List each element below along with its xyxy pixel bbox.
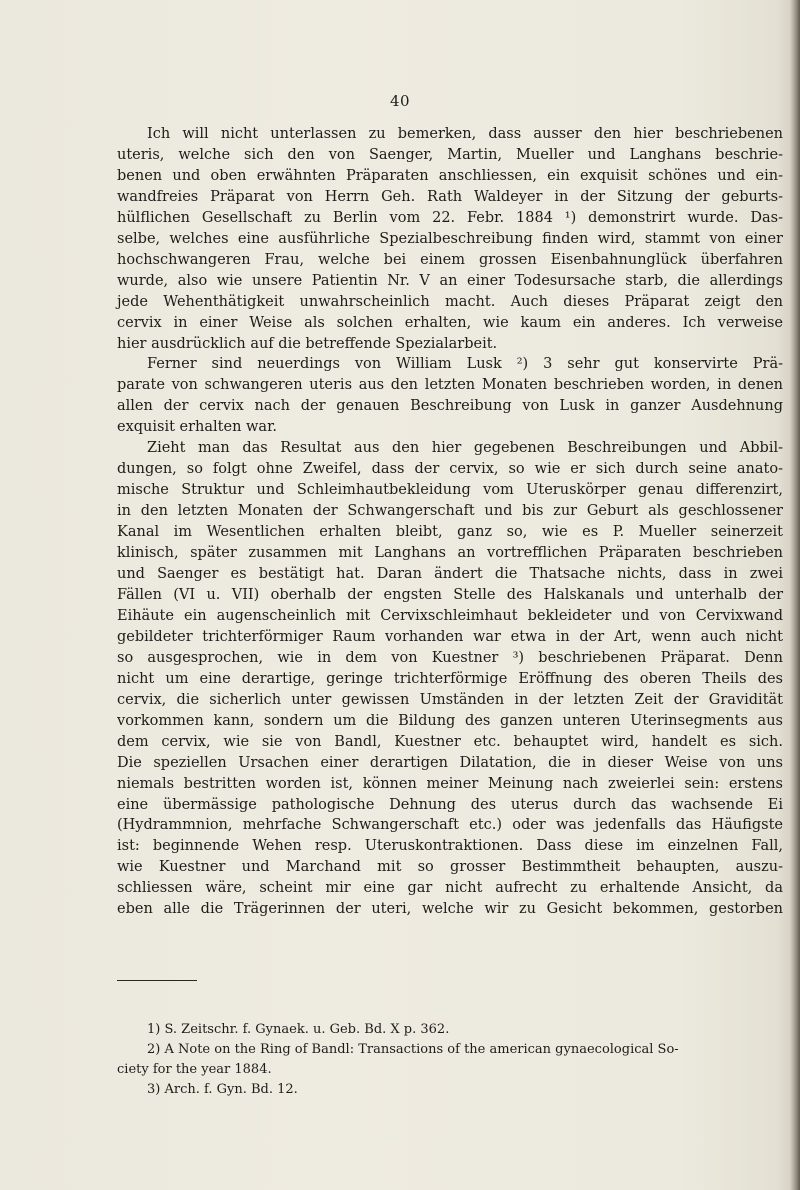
body-text bbox=[117, 124, 783, 920]
footnote-divider bbox=[117, 980, 197, 981]
text-line: ist: beginnende Wehen resp. Uteruskontraktionen. Dass diese im einzelnen Fall, bbox=[117, 838, 783, 855]
page-number: 40 bbox=[389, 92, 411, 110]
text-line: Ferner sind neuerdings von William Lusk ²) 3 sehr gut konservirte Prä- bbox=[147, 356, 783, 373]
text-line: eine übermässige pathologische Dehnung des uterus durch das wachsende Ei bbox=[117, 796, 783, 813]
text-line: niemals bestritten worden ist, können meiner Meinung nach zweierlei sein: erstens bbox=[117, 775, 783, 792]
page-edge-shadow bbox=[790, 0, 800, 1190]
text-line: allen der cervix nach der genauen Beschreibung von Lusk in ganzer Ausdehnung bbox=[117, 398, 783, 415]
text-line: dem cervix, wie sie von Bandl, Kuestner etc. behauptet wird, handelt es sich. bbox=[117, 733, 783, 750]
text-line: eben alle die Trägerinnen der uteri, welche wir zu Gesicht bekommen, gestorben bbox=[117, 901, 783, 918]
text-line: schliessen wäre, scheint mir eine gar nicht aufrecht zu erhaltende Ansicht, da bbox=[117, 880, 783, 897]
text-line: uteris, welche sich den von Saenger, Martin, Mueller und Langhans beschrie- bbox=[117, 146, 783, 163]
text-line: Die speziellen Ursachen einer derartigen Dilatation, die in dieser Weise von uns bbox=[117, 754, 783, 771]
text-line: hochschwangeren Frau, welche bei einem grossen Eisenbahnunglück überfahren bbox=[117, 251, 783, 268]
text-line: und Saenger es bestätigt hat. Daran ändert die Thatsache nichts, dass in zwei bbox=[117, 566, 783, 583]
text-line: vorkommen kann, sondern um die Bildung des ganzen unteren Uterinsegments aus bbox=[117, 712, 783, 729]
text-line: hier ausdrücklich auf die betreffende Spezialarbeit. bbox=[117, 335, 498, 352]
text-line: Eihäute ein augenscheinlich mit Cervixschleimhaut bekleideter und von Cervixwand bbox=[117, 607, 783, 624]
text-line: Fällen (VI u. VII) oberhalb der engsten Stelle des Halskanals und unterhalb der bbox=[117, 586, 783, 603]
text-line: cervix in einer Weise als solchen erhalten, wie kaum ein anderes. Ich verweise bbox=[117, 314, 783, 331]
text-line: Ich will nicht unterlassen zu bemerken, dass ausser den hier beschriebenen bbox=[147, 126, 783, 142]
footnotes bbox=[117, 1020, 783, 1100]
text-line: parate von schwangeren uteris aus den letzten Monaten beschrieben worden, in denen bbox=[117, 377, 783, 394]
text-line: so ausgesprochen, wie in dem von Kuestner ³) beschriebenen Präparat. Denn bbox=[117, 649, 783, 666]
text-line: exquisit erhalten war. bbox=[117, 419, 278, 436]
text-line: jede Wehenthätigkeit unwahrscheinlich macht. Auch dieses Präparat zeigt den bbox=[117, 293, 783, 310]
text-line: gebildeter trichterförmiger Raum vorhanden war etwa in der Art, wenn auch nicht bbox=[117, 628, 783, 645]
text-line: (Hydrammnion, mehrfache Schwangerschaft etc.) oder was jedenfalls das Häufigste bbox=[117, 817, 783, 834]
footnote-continuation: ciety for the year 1884. bbox=[117, 1062, 272, 1077]
footnote: 2) A Note on the Ring of Bandl: Transactions of the american gynaecological So- bbox=[147, 1042, 679, 1057]
footnote: 1) S. Zeitschr. f. Gynaek. u. Geb. Bd. X p. 362. bbox=[147, 1022, 450, 1037]
text-line: hülflichen Gesellschaft zu Berlin vom 22. Febr. 1884 ¹) demonstrirt wurde. Das- bbox=[117, 209, 783, 226]
text-line: cervix, die sicherlich unter gewissen Umständen in der letzten Zeit der Gravidität bbox=[117, 691, 783, 708]
text-line: selbe, welches eine ausführliche Spezialbeschreibung finden wird, stammt von einer bbox=[117, 230, 783, 247]
text-line: wurde, also wie unsere Patientin Nr. V an einer Todesursache starb, die allerdings bbox=[117, 272, 783, 289]
text-line: in den letzten Monaten der Schwangerschaft und bis zur Geburt als geschlossener bbox=[117, 503, 783, 520]
text-line: Kanal im Wesentlichen erhalten bleibt, ganz so, wie es P. Mueller seinerzeit bbox=[117, 524, 783, 541]
text-line: nicht um eine derartige, geringe trichterförmige Eröffnung des oberen Theils des bbox=[117, 670, 783, 687]
text-line: wandfreies Präparat von Herrn Geh. Rath Waldeyer in der Sitzung der geburts- bbox=[117, 188, 783, 205]
footnote: 3) Arch. f. Gyn. Bd. 12. bbox=[147, 1082, 298, 1097]
text-line: wie Kuestner und Marchand mit so grosser Bestimmtheit behaupten, auszu- bbox=[117, 859, 783, 876]
text-line: dungen, so folgt ohne Zweifel, dass der cervix, so wie er sich durch seine anato- bbox=[117, 461, 783, 478]
text-line: benen und oben erwähnten Präparaten anschliessen, ein exquisit schönes und ein- bbox=[117, 167, 783, 184]
text-line: Zieht man das Resultat aus den hier gegebenen Beschreibungen und Abbil- bbox=[147, 440, 783, 457]
text-line: klinisch, später zusammen mit Langhans an vortrefflichen Präparaten beschrieben bbox=[117, 545, 783, 562]
text-line: mische Struktur und Schleimhautbekleidung vom Uteruskörper genau differenzirt, bbox=[117, 482, 783, 499]
